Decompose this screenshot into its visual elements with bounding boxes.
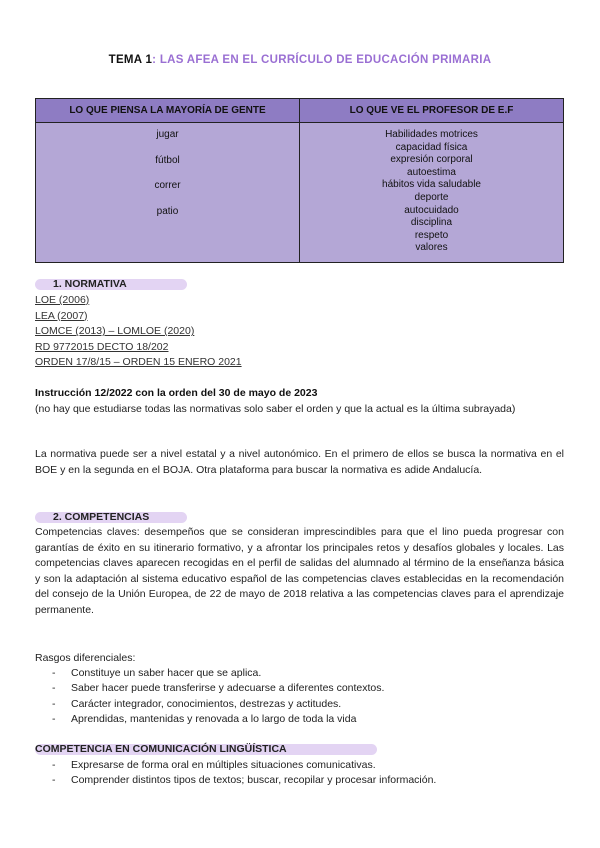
list-item: patio [156,205,179,217]
list-item: - Comprender distintos tipos de textos; buscar, recopilar y procesar información. [52,774,437,787]
list-item: fútbol [155,154,180,166]
normativa-link[interactable]: LEA (2007) [35,309,88,322]
list-item: expresión corporal [390,154,473,166]
list-item: - Expresarse de forma oral en múltiples situaciones comunicativas. [52,759,376,771]
list-item: correr [154,180,181,191]
instruction-block [35,386,564,417]
table-header-left: LO QUE PIENSA LA MAYORÍA DE GENTE [36,99,300,123]
title-colon: : [152,54,157,66]
list-item: - Saber hacer puede transferirse y adecuarse a diferentes contextos. [52,682,385,695]
section-heading-comunicacion: COMPETENCIA EN COMUNICACIÓN LINGÜÍSTICA [35,743,287,755]
traits-list [52,666,384,728]
title-topic: LAS AFEA EN EL CURRÍCULO DE EDUCACIÓN PRIMARIA [159,54,492,66]
normativa-list [35,293,242,371]
list-item: - Carácter integrador, conocimientos, destrezas y actitudes. [52,697,342,710]
list-item: respeto [414,229,449,241]
section-heading-competencias: 2. COMPETENCIAS [35,511,149,523]
section-heading-normativa: 1. NORMATIVA [35,278,127,290]
table-cell-right [300,123,564,263]
normativa-link[interactable]: LOE (2006) [35,294,90,306]
normativa-link[interactable]: RD 9772015 DECTO 18/202 [35,340,169,353]
table-cell-left [36,123,300,263]
instruction-text: Instrucción 12/2022 con la orden del 30 de mayo de 2023 [35,387,318,399]
competencias-paragraph: Competencias claves: desempeños que se consideran imprescindibles para que el lino pueda progresar con garantías de éxito en su itinerario formativo, y a afrontar los principales retos y desafíos globales y locales. Las competencias claves aparecen recogidas en el perfil de salidas del alumnado al término de la enseñanza básica y son la adaptación al sistema educativo español de las competencias claves establecidas en la recomendación del consejo de la Unión Europea, de 22 de mayo de 2018 relativa a las competencias claves para el aprendizaje permanente. [35,526,564,616]
list-item: Habilidades motrices [385,129,478,140]
list-item: autocuidado [404,204,459,216]
comparison-table [35,98,564,263]
list-item: disciplina [410,217,453,229]
instruction-note: (no hay que estudiarse todas las normativas solo saber el orden y que la actual es la última subrayada) [35,402,516,415]
title-prefix: TEMA 1 [108,54,153,66]
list-item: jugar [156,129,179,140]
comunicacion-list [52,758,436,789]
list-item: - Aprendidas, mantenidas y renovada a lo largo de toda la vida [52,713,357,726]
page-title [0,54,600,66]
normativa-paragraph: La normativa puede ser a nivel estatal y a nivel autonómico. En el primero de ellos se busca la normativa en el BOE y en la segunda en el BOJA. Otra plataforma para buscar la normativa es adide Andalucía. [35,448,564,476]
table-header-right: LO QUE VE EL PROFESOR DE E.F [300,99,564,123]
normativa-link[interactable]: LOMCE (2013) – LOMLOE (2020) [35,325,195,338]
list-item: valores [415,242,448,254]
list-item: hábitos vida saludable [382,179,481,191]
traits-title: Rasgos diferenciales: [35,652,136,664]
list-item: - Constituye un saber hacer que se aplica. [52,667,262,679]
list-item: capacidad física [395,141,468,153]
list-item: autoestima [407,166,456,178]
normativa-link[interactable]: ORDEN 17/8/15 – ORDEN 15 ENERO 2021 [35,356,242,369]
list-item: deporte [414,191,449,203]
